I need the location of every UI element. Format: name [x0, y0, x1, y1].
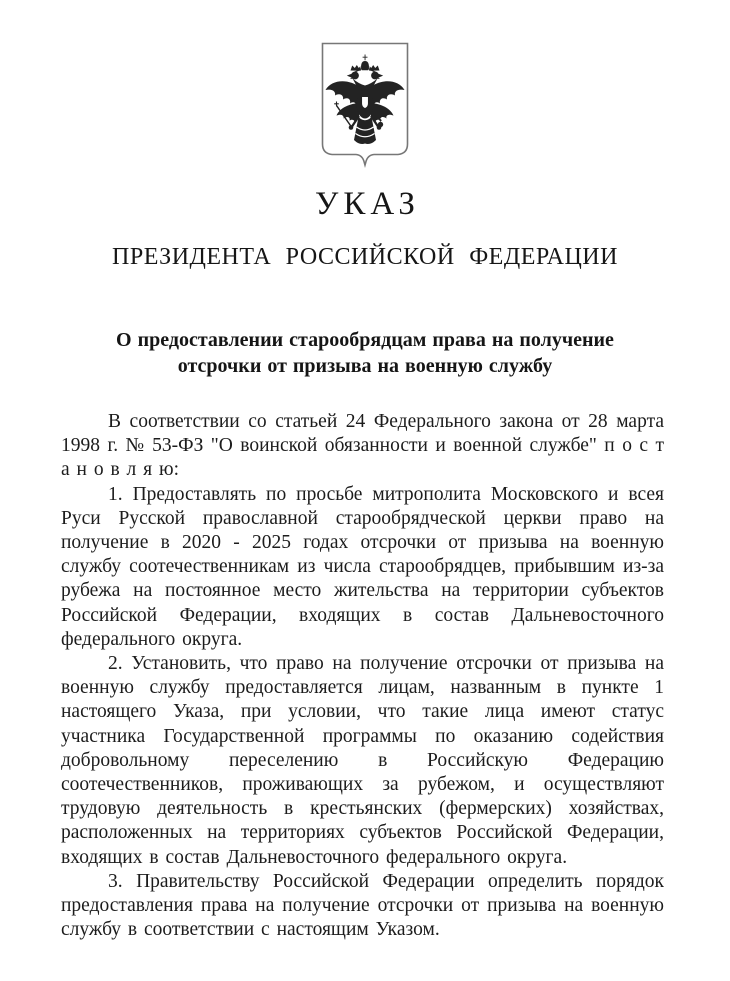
body-paragraph: 1. Предоставлять по просьбе митрополита Московского и всея Руси Русской православной старообрядческой церкви право на получение в 2020 - 2025 годах отсрочки от призыва на военную службу соотечественникам из числа старообрядцев, прибывшим из-за рубежа на постоянное место жительства на территории субъектов Российской Федерации, входящих в состав Дальневосточного федерального округа.	[61, 483, 664, 650]
issuer-title: ПРЕЗИДЕНТА РОССИЙСКОЙ ФЕДЕРАЦИИ	[112, 244, 618, 270]
body-paragraph: В соответствии со статьей 24 Федерального закона от 28 марта 1998 г. № 53-ФЗ "О воинской обязанности и военной службе" п о с т а н о в л я ю:	[61, 411, 664, 481]
decree-subject	[95, 327, 635, 379]
body-paragraph: 3. Правительству Российской Федерации определить порядок предоставления права на получение отсрочки от призыва на военную службу в соответствии с настоящим Указом.	[61, 870, 664, 941]
coat-of-arms-emblem	[321, 42, 409, 175]
decree-subject-line2: отсрочки от призыва на военную службу	[177, 355, 553, 377]
decree-subject-line1: О предоставлении старообрядцам права на получение	[116, 329, 614, 351]
russia-coat-of-arms-icon	[321, 42, 409, 170]
body-paragraph: 2. Установить, что право на получение отсрочки от призыва на военную службу предоставляется лицам, названным в пункте 1 настоящего Указа, при условии, что такие лица имеют статус участника Государственной программы по оказанию содействия добровольному переселению в Российскую Федерацию соотечественников, проживающих за рубежом, и осуществляют трудовую деятельность в крестьянских (фермерских) хозяйствах, расположенных на территориях субъектов Российской Федерации, входящих в состав Дальневосточного федерального округа.	[61, 653, 664, 868]
decree-type-title: УКАЗ	[315, 186, 420, 222]
decree-body	[61, 410, 664, 942]
